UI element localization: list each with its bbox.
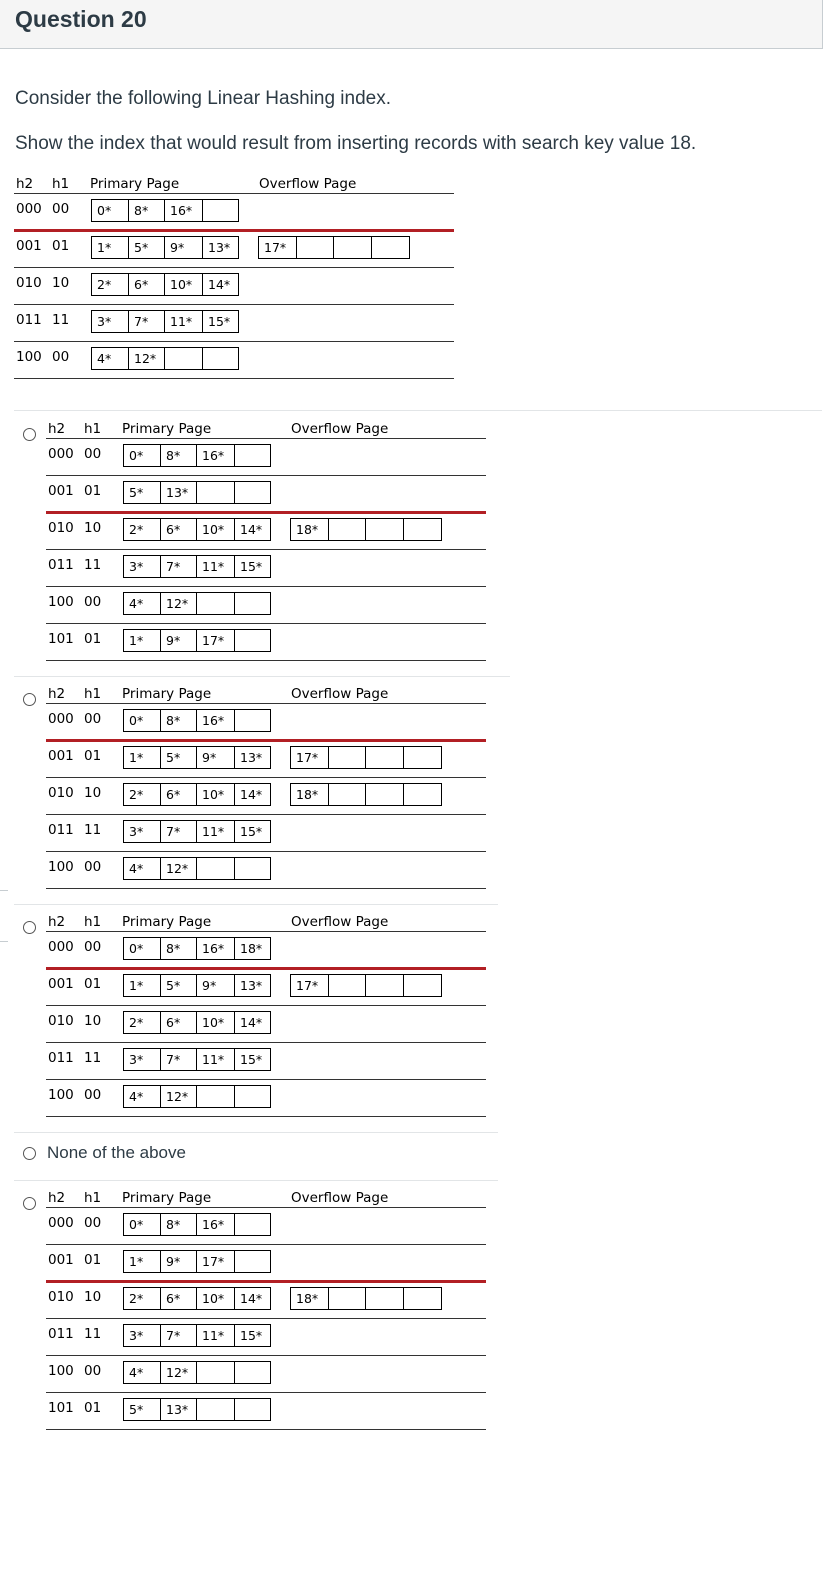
record-slot: 9* [161, 1251, 197, 1272]
diagram-header [46, 684, 486, 704]
record-slot: 11* [197, 1049, 235, 1070]
bucket-row [46, 741, 486, 778]
record-slot: 1* [124, 747, 161, 768]
primary-page [123, 629, 271, 652]
bucket-row [46, 704, 486, 741]
record-slot: 17* [197, 630, 235, 651]
primary-page [123, 709, 271, 732]
header-overflow: Overflow Page [291, 914, 389, 930]
h1-label: 11 [84, 557, 102, 573]
header-h2: h2 [48, 686, 66, 702]
diagram-header [46, 419, 486, 439]
h2-label: 000 [48, 446, 74, 462]
record-slot [366, 747, 404, 768]
h2-label: 011 [16, 312, 42, 328]
option-separator [14, 1180, 498, 1181]
bucket-row [14, 231, 454, 268]
primary-page [123, 481, 271, 504]
record-slot [404, 747, 441, 768]
record-slot: 9* [161, 630, 197, 651]
primary-page [123, 1287, 271, 1310]
record-slot: 16* [165, 200, 203, 221]
record-slot: 17* [259, 237, 297, 258]
h1-label: 01 [84, 1400, 102, 1416]
record-slot: 8* [161, 1214, 197, 1235]
record-slot [197, 482, 235, 503]
record-slot: 6* [161, 784, 197, 805]
header-overflow: Overflow Page [291, 1190, 389, 1206]
record-slot: 13* [161, 1399, 197, 1420]
record-slot: 3* [124, 1325, 161, 1346]
record-slot: 18* [291, 784, 329, 805]
bucket-row [46, 1006, 486, 1043]
question-text-1: Consider the following Linear Hashing index. [15, 88, 392, 109]
row-rule [46, 1429, 486, 1430]
header-h2: h2 [48, 1190, 66, 1206]
record-slot: 4* [124, 858, 161, 879]
record-slot: 5* [129, 237, 165, 258]
h1-label: 10 [84, 1289, 102, 1305]
row-rule [46, 1116, 486, 1117]
header-primary: Primary Page [122, 421, 212, 437]
bucket-row [46, 1245, 486, 1282]
record-slot [197, 1362, 235, 1383]
record-slot: 13* [208, 240, 231, 255]
bucket-row [46, 439, 486, 476]
h1-label: 10 [52, 275, 70, 291]
h2-label: 001 [48, 1252, 74, 1268]
record-slot [235, 858, 270, 879]
record-slot [235, 445, 270, 466]
record-slot [366, 519, 404, 540]
option-separator [14, 410, 822, 411]
h2-label: 001 [48, 976, 74, 992]
bucket-row [46, 932, 486, 969]
h1-label: 00 [52, 201, 70, 217]
header-primary: Primary Page [122, 1190, 212, 1206]
h2-label: 100 [48, 859, 74, 875]
record-slot: 4* [124, 593, 161, 614]
option-4-radio[interactable] [23, 1147, 36, 1160]
record-slot: 12* [161, 1086, 197, 1107]
question-text-2: Show the index that would result from inserting records with search key value 18. [15, 133, 697, 154]
bucket-row [46, 550, 486, 587]
record-slot: 0* [124, 938, 161, 959]
h2-label: 100 [48, 1363, 74, 1379]
record-slot: 14* [240, 787, 263, 802]
record-slot [165, 348, 203, 369]
record-slot: 0* [92, 200, 129, 221]
overflow-page [290, 746, 442, 769]
header-h1: h1 [84, 686, 102, 702]
record-slot: 15* [208, 314, 231, 329]
primary-page [123, 555, 271, 578]
h1-label: 01 [52, 238, 70, 254]
record-slot: 10* [197, 519, 235, 540]
bucket-row [14, 305, 454, 342]
bucket-row [14, 194, 454, 231]
header-h2: h2 [48, 914, 66, 930]
record-slot: 10* [197, 1288, 235, 1309]
record-slot: 3* [92, 311, 129, 332]
h1-label: 01 [84, 483, 102, 499]
option-separator [14, 904, 498, 905]
record-slot [329, 784, 366, 805]
record-slot: 15* [240, 1052, 263, 1067]
record-slot [235, 1086, 270, 1107]
record-slot [235, 593, 270, 614]
bucket-row [46, 1393, 486, 1430]
h1-label: 01 [84, 631, 102, 647]
record-slot [404, 1288, 441, 1309]
h1-label: 01 [84, 976, 102, 992]
record-slot: 2* [124, 1012, 161, 1033]
record-slot: 7* [129, 311, 165, 332]
h2-label: 011 [48, 557, 74, 573]
record-slot: 11* [165, 311, 203, 332]
question-header [0, 0, 823, 49]
bucket-row [46, 1043, 486, 1080]
record-slot: 9* [197, 747, 235, 768]
record-slot [366, 975, 404, 996]
record-slot: 13* [240, 978, 263, 993]
record-slot: 6* [161, 1012, 197, 1033]
h1-label: 01 [84, 748, 102, 764]
bucket-row [46, 513, 486, 550]
row-rule [46, 660, 486, 661]
bucket-row [46, 624, 486, 661]
record-slot: 10* [197, 784, 235, 805]
record-slot: 16* [197, 710, 235, 731]
primary-page [123, 857, 271, 880]
record-slot: 7* [161, 821, 197, 842]
overflow-page [290, 1287, 442, 1310]
primary-page [123, 444, 271, 467]
bucket-row [46, 1356, 486, 1393]
primary-page [123, 820, 271, 843]
record-slot [372, 237, 409, 258]
primary-page [123, 1213, 271, 1236]
header-overflow: Overflow Page [291, 686, 389, 702]
h2-label: 000 [48, 939, 74, 955]
record-slot: 17* [291, 975, 329, 996]
bucket-row [46, 1208, 486, 1245]
h2-label: 100 [16, 349, 42, 365]
h1-label: 10 [84, 785, 102, 801]
overflow-page [290, 974, 442, 997]
record-slot [235, 630, 270, 651]
row-rule [46, 888, 486, 889]
record-slot: 0* [124, 710, 161, 731]
record-slot: 11* [197, 1325, 235, 1346]
record-slot: 17* [291, 747, 329, 768]
primary-page [123, 592, 271, 615]
record-slot [197, 593, 235, 614]
record-slot: 5* [124, 1399, 161, 1420]
record-slot: 14* [240, 522, 263, 537]
record-slot: 12* [129, 348, 165, 369]
primary-page [123, 1324, 271, 1347]
h2-label: 011 [48, 822, 74, 838]
record-slot: 17* [197, 1251, 235, 1272]
header-overflow: Overflow Page [259, 176, 357, 192]
record-slot: 2* [124, 519, 161, 540]
option-1-radio[interactable] [23, 428, 36, 441]
option-1-diagram [46, 419, 486, 661]
record-slot: 3* [124, 1049, 161, 1070]
h2-label: 010 [48, 1289, 74, 1305]
h1-label: 00 [84, 1215, 102, 1231]
h2-label: 000 [16, 201, 42, 217]
record-slot [297, 237, 334, 258]
option-separator [14, 676, 510, 677]
header-h1: h1 [84, 421, 102, 437]
primary-page [123, 1085, 271, 1108]
record-slot: 1* [92, 237, 129, 258]
record-slot: 12* [161, 593, 197, 614]
record-slot [235, 1399, 270, 1420]
option-5-diagram [46, 1188, 486, 1430]
h2-label: 101 [48, 1400, 74, 1416]
h2-label: 001 [16, 238, 42, 254]
record-slot: 13* [240, 750, 263, 765]
record-slot [235, 1251, 270, 1272]
primary-page [123, 1011, 271, 1034]
overflow-page [258, 236, 410, 259]
record-slot [404, 784, 441, 805]
diagram-header [46, 912, 486, 932]
record-slot: 2* [124, 784, 161, 805]
diagram-header [46, 1188, 486, 1208]
record-slot: 15* [240, 1328, 263, 1343]
record-slot: 15* [240, 824, 263, 839]
record-slot [203, 200, 238, 221]
primary-page [123, 1250, 271, 1273]
record-slot: 7* [161, 1325, 197, 1346]
left-edge-marker [0, 890, 8, 942]
record-slot [366, 784, 404, 805]
record-slot: 6* [161, 519, 197, 540]
bucket-row [46, 969, 486, 1006]
h2-label: 001 [48, 748, 74, 764]
record-slot [235, 1214, 270, 1235]
record-slot [404, 519, 441, 540]
record-slot [334, 237, 372, 258]
record-slot: 12* [161, 1362, 197, 1383]
record-slot: 8* [161, 445, 197, 466]
record-slot: 8* [161, 710, 197, 731]
record-slot: 3* [124, 821, 161, 842]
record-slot [235, 710, 270, 731]
primary-page [91, 236, 239, 259]
bucket-row [46, 476, 486, 513]
record-slot [235, 1362, 270, 1383]
header-h1: h1 [52, 176, 70, 192]
h2-label: 010 [48, 520, 74, 536]
record-slot [197, 1399, 235, 1420]
record-slot: 11* [197, 821, 235, 842]
record-slot: 14* [240, 1291, 263, 1306]
record-slot: 0* [124, 445, 161, 466]
overflow-page [290, 518, 442, 541]
record-slot: 18* [291, 519, 329, 540]
record-slot: 1* [124, 630, 161, 651]
h1-label: 00 [84, 446, 102, 462]
record-slot: 14* [208, 277, 231, 292]
record-slot: 2* [92, 274, 129, 295]
record-slot [404, 975, 441, 996]
bucket-row [14, 268, 454, 305]
option-3-diagram [46, 912, 486, 1117]
header-h2: h2 [16, 176, 34, 192]
primary-page [91, 310, 239, 333]
bucket-row [46, 587, 486, 624]
record-slot [235, 482, 270, 503]
h2-label: 000 [48, 1215, 74, 1231]
record-slot: 8* [161, 938, 197, 959]
h1-label: 00 [84, 711, 102, 727]
primary-page [123, 937, 271, 960]
record-slot: 16* [197, 445, 235, 466]
header-h2: h2 [48, 421, 66, 437]
record-slot: 16* [197, 1214, 235, 1235]
linear-hashing-index [14, 174, 454, 379]
primary-page [91, 273, 239, 296]
record-slot: 4* [124, 1086, 161, 1107]
h1-label: 11 [84, 822, 102, 838]
h2-label: 010 [48, 785, 74, 801]
h2-label: 001 [48, 483, 74, 499]
record-slot [203, 348, 238, 369]
h1-label: 00 [84, 1087, 102, 1103]
question-title: Question 20 [15, 6, 147, 32]
bucket-row [14, 342, 454, 379]
record-slot: 15* [240, 559, 263, 574]
diagram-header [14, 174, 454, 194]
record-slot: 13* [161, 482, 197, 503]
h1-label: 10 [84, 1013, 102, 1029]
option-3-radio[interactable] [23, 921, 36, 934]
h1-label: 01 [84, 1252, 102, 1268]
record-slot: 4* [124, 1362, 161, 1383]
header-primary: Primary Page [122, 914, 212, 930]
record-slot: 6* [129, 274, 165, 295]
record-slot: 18* [291, 1288, 329, 1309]
record-slot [329, 747, 366, 768]
primary-page [123, 746, 271, 769]
h1-label: 00 [84, 1363, 102, 1379]
bucket-row [46, 1080, 486, 1117]
option-5-radio[interactable] [23, 1197, 36, 1210]
record-slot [329, 1288, 366, 1309]
primary-page [91, 347, 239, 370]
header-primary: Primary Page [122, 686, 212, 702]
record-slot [329, 519, 366, 540]
option-separator [14, 1132, 498, 1133]
bucket-row [46, 815, 486, 852]
h2-label: 011 [48, 1326, 74, 1342]
h1-label: 00 [52, 349, 70, 365]
option-none-label[interactable]: None of the above [47, 1143, 186, 1162]
record-slot: 14* [240, 1015, 263, 1030]
record-slot: 2* [124, 1288, 161, 1309]
h1-label: 11 [52, 312, 70, 328]
h2-label: 011 [48, 1050, 74, 1066]
bucket-row [46, 1319, 486, 1356]
h2-label: 101 [48, 631, 74, 647]
primary-page [123, 1048, 271, 1071]
record-slot [197, 1086, 235, 1107]
option-2-radio[interactable] [23, 693, 36, 706]
record-slot: 5* [161, 975, 197, 996]
record-slot: 12* [161, 858, 197, 879]
header-overflow: Overflow Page [291, 421, 389, 437]
header-primary: Primary Page [90, 176, 180, 192]
h1-label: 00 [84, 939, 102, 955]
option-2-diagram [46, 684, 486, 889]
primary-page [123, 1398, 271, 1421]
primary-page [123, 518, 271, 541]
record-slot: 9* [197, 975, 235, 996]
record-slot: 5* [124, 482, 161, 503]
h1-label: 11 [84, 1050, 102, 1066]
h2-label: 010 [16, 275, 42, 291]
record-slot: 5* [161, 747, 197, 768]
record-slot: 7* [161, 556, 197, 577]
record-slot: 1* [124, 1251, 161, 1272]
h1-label: 11 [84, 1326, 102, 1342]
record-slot: 7* [161, 1049, 197, 1070]
h2-label: 100 [48, 1087, 74, 1103]
header-h1: h1 [84, 914, 102, 930]
bucket-row [46, 852, 486, 889]
h2-label: 010 [48, 1013, 74, 1029]
h1-label: 10 [84, 520, 102, 536]
primary-page [123, 974, 271, 997]
record-slot: 10* [197, 1012, 235, 1033]
record-slot: 3* [124, 556, 161, 577]
record-slot: 11* [197, 556, 235, 577]
record-slot: 18* [240, 941, 263, 956]
record-slot: 0* [124, 1214, 161, 1235]
bucket-row [46, 1282, 486, 1319]
record-slot: 1* [124, 975, 161, 996]
record-slot: 4* [92, 348, 129, 369]
record-slot: 6* [161, 1288, 197, 1309]
record-slot: 9* [165, 237, 203, 258]
record-slot: 10* [165, 274, 203, 295]
primary-page [91, 199, 239, 222]
header-h1: h1 [84, 1190, 102, 1206]
row-rule [14, 378, 454, 379]
h1-label: 00 [84, 859, 102, 875]
overflow-page [290, 783, 442, 806]
primary-page [123, 1361, 271, 1384]
record-slot [329, 975, 366, 996]
h1-label: 00 [84, 594, 102, 610]
h2-label: 100 [48, 594, 74, 610]
bucket-row [46, 778, 486, 815]
record-slot [366, 1288, 404, 1309]
record-slot: 8* [129, 200, 165, 221]
primary-page [123, 783, 271, 806]
h2-label: 000 [48, 711, 74, 727]
record-slot [197, 858, 235, 879]
record-slot: 16* [197, 938, 235, 959]
